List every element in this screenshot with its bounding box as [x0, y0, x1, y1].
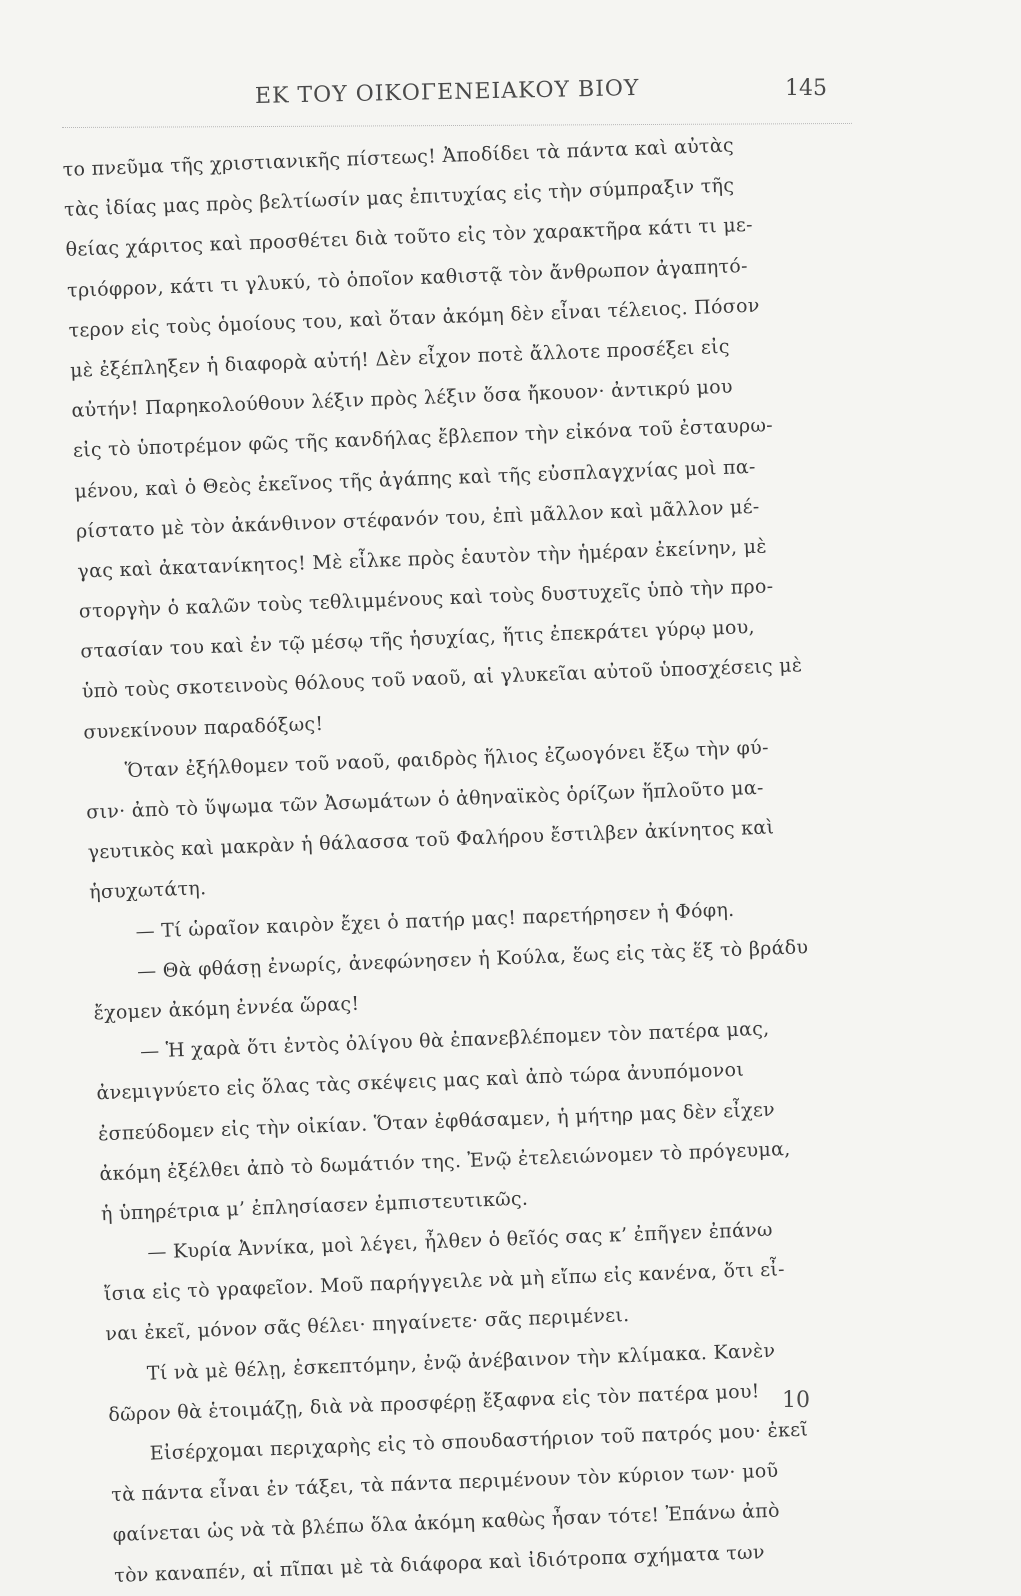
text-line: γας καὶ ἀκατανίκητος! Μὲ εἷλκε πρὸς ἑαυτὸν τὴν ἡμέραν ἐκείνην, μὲ — [77, 535, 768, 583]
text-line: ἡ ὑπηρέτρια μ’ ἐπλησίασεν ἐμπιστευτικῶς. — [100, 1187, 529, 1226]
text-line: ἀνεμιγνύετο εἰς ὅλας τὰς σκέψεις μας καὶ ἀπὸ τώρα ἀνυπόμονοι — [96, 1058, 745, 1105]
text-line: ἀκόμη ἐξέλθει ἀπὸ τὸ δωμάτιόν της. Ἐνῷ ἐτελειώνομεν τὸ πρόγευμα, — [99, 1137, 791, 1185]
text-line: Εἰσέρχομαι περιχαρὴς εἰς τὸ σπουδαστήριον τοῦ πατρός μου· ἐκεῖ — [149, 1418, 809, 1465]
text-line: ἐσπεύδομεν εἰς τὴν οἰκίαν. Ὅταν ἐφθάσαμεν, ἡ μήτηρ μας δὲν εἶχεν — [97, 1098, 776, 1145]
text-line: — Κυρία Ἀννίκα, μοὶ λέγει, ἦλθεν ὁ θεῖός σας κ’ ἐπῆγεν ἐπάνω — [147, 1218, 774, 1264]
text-line: τὰς ἰδίας μας πρὸς βελτίωσίν μας ἐπιτυχίας εἰς τὴν σύμπραξιν τῆς — [63, 174, 735, 222]
page-header — [60, 70, 860, 120]
text-line: εἰς τὸ ὑποτρέμον φῶς τῆς κανδήλας ἔβλεπον τὴν εἰκόνα τοῦ ἐσταυρω- — [72, 414, 774, 463]
text-line: στασίαν του καὶ ἐν τῷ μέσῳ τῆς ἡσυχίας, ἥτις ἐπεκράτει γύρῳ μου, — [80, 616, 756, 663]
text-line: ἴσια εἰς τὸ γραφεῖον. Μοῦ παρήγγειλε νὰ μὴ εἴπω εἰς κανένα, ὅτι εἶ- — [103, 1258, 786, 1306]
text-line: στοργὴν ὁ καλῶν τοὺς τεθλιμμένους καὶ τοὺς δυστυχεῖς ὑπὸ τὴν προ- — [78, 575, 774, 623]
text-line: — Τί ὡραῖον καιρὸν ἔχει ὁ πατήρ μας! παρετήρησεν ἡ Φόφη. — [135, 898, 735, 943]
text-line: το πνεῦμα τῆς χριστιανικῆς πίστεως! Ἀποδίδει τὰ πάντα καὶ αὐτὰς — [62, 134, 735, 181]
text-line: ἡσυχωτάτη. — [88, 877, 207, 904]
text-line: γευτικὸς καὶ μακρὰν ἡ θάλασσα τοῦ Φαλήρου ἔστιλβεν ἀκίνητος καὶ — [87, 816, 775, 864]
page-number: 145 — [785, 76, 827, 101]
text-line: συνεκίνουν παραδόξως! — [82, 712, 324, 744]
text-line: Τί νὰ μὲ θέλῃ, ἐσκεπτόμην, ἐνῷ ἀνέβαινον τὴν κλίμακα. Κανὲν — [146, 1339, 776, 1385]
text-line: σιν· ἀπὸ τὸ ὕψωμα τῶν Ἀσωμάτων ὁ ἀθηναϊκὸς ὁρίζων ἥπλοῦτο μα- — [85, 776, 764, 824]
text-line: αὐτήν! Παρηκολούθουν λέξιν πρὸς λέξιν ὅσα ἤκουον· ἀντικρύ μου — [71, 375, 734, 422]
text-line: τὰ πάντα εἶναι ἐν τάξει, τὰ πάντα περιμένουν τὸν κύριον των· μοῦ — [110, 1459, 779, 1507]
text-line: ἔχομεν ἀκόμη ἐννέα ὥρας! — [93, 992, 360, 1025]
running-head: ΕΚ ΤΟΥ ΟΙΚΟΓΕΝΕΙΑΚΟΥ ΒΙΟΥ — [254, 75, 640, 109]
text-line: τερον εἰς τοὺς ὁμοίους του, καὶ ὅταν ἀκόμη δὲν εἶναι τέλειος. Πόσον — [68, 294, 760, 342]
text-line: μὲ ἐξέπληξεν ἡ διαφορὰ αὐτή! Δὲν εἶχον ποτὲ ἄλλοτε προσέξει εἰς — [69, 335, 731, 382]
text-line: — Θὰ φθάσῃ ἐνωρίς, ἀνεφώνησεν ἡ Κούλα, ἕως εἰς τὰς ἕξ τὸ βράδυ — [136, 935, 809, 983]
text-line: μένου, καὶ ὁ Θεὸς ἐκεῖνος τῆς ἀγάπης καὶ τῆς εὐσπλαγχνίας μοὶ πα- — [74, 455, 757, 503]
text-line: ὑπὸ τοὺς σκοτεινοὺς θόλους τοῦ ναοῦ, αἱ γλυκεῖαι αὐτοῦ ὑποσχέσεις μὲ — [81, 654, 803, 704]
text-line: — Ἡ χαρὰ ὅτι ἐντὸς ὀλίγου θὰ ἐπανεβλέπομεν τὸν πατέρα μας, — [139, 1017, 770, 1063]
body-text — [62, 121, 914, 1596]
text-line: ρίστατο μὲ τὸν ἀκάνθινον στέφανόν του, ἐπὶ μᾶλλον καὶ μᾶλλον μέ- — [75, 495, 760, 543]
text-line: φαίνεται ὡς νὰ τὰ βλέπω ὅλα ἀκόμη καθὼς ἦσαν τότε! Ἐπάνω ἀπὸ — [112, 1499, 781, 1547]
text-line: τριόφρον, κάτι τι γλυκύ, τὸ ὁποῖον καθιστᾷ τὸν ἄνθρωπον ἀγαπητό- — [66, 254, 749, 302]
text-line: Ὅταν ἐξήλθομεν τοῦ ναοῦ, φαιδρὸς ἥλιος ἐζωογόνει ἔξω τὴν φύ- — [124, 736, 770, 782]
text-line: ναι ἐκεῖ, μόνον σᾶς θέλει· πηγαίνετε· σᾶς περιμένει. — [105, 1304, 630, 1346]
text-line: θείας χάριτος καὶ προσθέτει διὰ τοῦτο εἰς τὸν χαρακτῆρα κάτι τι με- — [65, 214, 754, 262]
text-line: δῶρον θὰ ἑτοιμάζῃ, διὰ νὰ προσφέρῃ ἔξαφνα εἰς τὸν πατέρα μου! — [107, 1380, 761, 1426]
text-line: τὸν καναπέν, αἱ πῖπαι μὲ τὰ διάφορα καὶ ἰδιότροπα σχήματα των — [113, 1540, 766, 1587]
signature-mark: 10 — [782, 1388, 810, 1413]
